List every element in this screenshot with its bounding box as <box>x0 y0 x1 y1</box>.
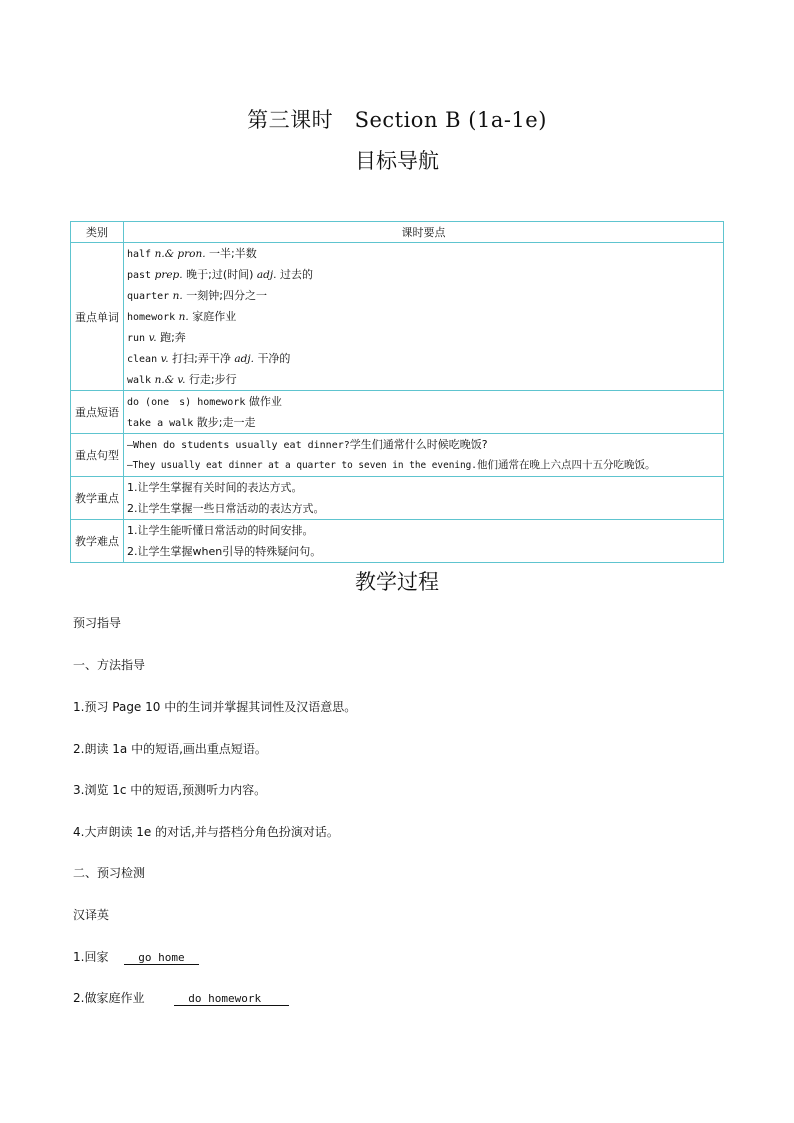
vocab-cell <box>124 243 724 391</box>
table-header-row <box>71 222 724 243</box>
sentences-cell <box>124 434 724 477</box>
vocab-item: clean v. 打扫;弄干净 adj. 干净的 <box>127 352 291 365</box>
process-title: 教学过程 <box>355 570 439 594</box>
step-item: 4.大声朗读 1e 的对话,并与搭档分角色扮演对话。 <box>73 825 339 839</box>
table-row-sentences <box>71 434 724 477</box>
vocab-item: past prep. 晚于;过(时间) adj. 过去的 <box>127 268 313 281</box>
goals-table <box>70 221 724 563</box>
phrases-label: 重点短语 <box>71 391 124 434</box>
vocab-item: quarter n. 一刻钟;四分之一 <box>127 289 267 302</box>
step-item: 3.浏览 1c 中的短语,预测听力内容。 <box>73 783 267 797</box>
difficulty-item: 2.让学生掌握when引导的特殊疑问句。 <box>127 545 322 558</box>
phrases-cell <box>124 391 724 434</box>
sentence-item: —They usually eat dinner at a quarter to seven in the evening.他们通常在晚上六点四十五分吃晚饭。 <box>127 459 656 471</box>
key-point-item: 2.让学生掌握一些日常活动的表达方式。 <box>127 502 325 515</box>
step-item: 2.朗读 1a 中的短语,画出重点短语。 <box>73 742 267 756</box>
table-row-vocab <box>71 243 724 391</box>
sentence-item: —When do students usually eat dinner?学生们通常什么时候吃晚饭? <box>127 438 488 451</box>
vocab-item: homework n. 家庭作业 <box>127 310 237 323</box>
exercise-item <box>73 989 289 1006</box>
key-points-label: 教学重点 <box>71 477 124 520</box>
exercise-prompt: 1.回家 <box>73 950 109 964</box>
table-row-difficulties <box>71 520 724 563</box>
page-title: 第三课时 Section B (1a-1e) <box>247 108 547 132</box>
exercise-prompt: 2.做家庭作业 <box>73 991 145 1005</box>
table-row-key-points <box>71 477 724 520</box>
exercise-answer: go home <box>124 951 198 965</box>
exercise-item <box>73 948 199 965</box>
difficulty-item: 1.让学生能听懂日常活动的时间安排。 <box>127 524 314 537</box>
phrase-item: do (one s) homework 做作业 <box>127 395 282 408</box>
difficulties-cell <box>124 520 724 563</box>
step-item: 1.预习 Page 10 中的生词并掌握其词性及汉语意思。 <box>73 700 357 714</box>
check-heading: 二、预习检测 <box>73 866 146 880</box>
phrase-item: take a walk 散步;走一走 <box>127 416 256 429</box>
table-row-phrases <box>71 391 724 434</box>
page-subtitle: 目标导航 <box>355 149 439 173</box>
vocab-item: half n.& pron. 一半;半数 <box>127 247 257 260</box>
exercise-answer: do homework <box>174 992 289 1006</box>
method-heading: 一、方法指导 <box>73 658 146 672</box>
vocab-item: run v. 跑;奔 <box>127 331 186 344</box>
sentences-label: 重点句型 <box>71 434 124 477</box>
vocab-item: walk n.& v. 行走;步行 <box>127 373 237 386</box>
difficulties-label: 教学难点 <box>71 520 124 563</box>
preview-heading: 预习指导 <box>73 616 122 630</box>
header-category: 类别 <box>71 222 124 243</box>
key-points-cell <box>124 477 724 520</box>
key-point-item: 1.让学生掌握有关时间的表达方式。 <box>127 481 303 494</box>
translate-heading: 汉译英 <box>73 908 110 922</box>
header-key-points: 课时要点 <box>124 222 724 243</box>
vocab-label: 重点单词 <box>71 243 124 391</box>
